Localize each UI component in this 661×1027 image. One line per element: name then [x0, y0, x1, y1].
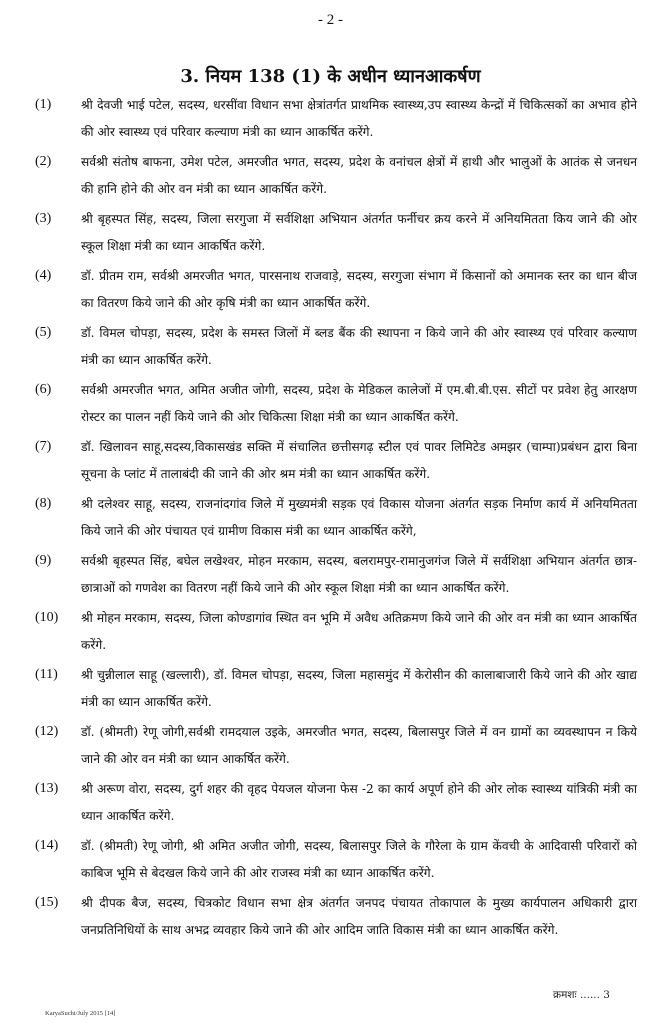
item-number: (11) [35, 667, 58, 682]
item-text: डॉ. प्रीतम राम, सर्वश्री अमरजीत भगत, पारसनाथ राजवाड़े, सदस्य, सरगुजा संभाग में किसानों को अमानक स्तर का धान बीज का वितरण किये जाने की ओर कृषि मंत्री का ध्यान आकर्षित करेंगे. [81, 269, 637, 310]
item-number: (3) [35, 211, 52, 226]
item-text: सर्वश्री बृहस्पत सिंह, बघेल लखेश्वर, मोहन मरकाम, सदस्य, बलरामपुर-रामानुजगंज जिले में सर्वशिक्षा अभियान अंतर्गत छात्र-छात्राओं को गणवेश का वितरण नहीं किये जाने की ओर स्कूल शिक्षा मंत्री का ध्यान आकर्षित करेंगे. [81, 554, 637, 595]
item-number: (13) [35, 781, 59, 796]
list-item [0, 548, 661, 601]
list-item [0, 434, 661, 487]
item-text: श्री दीपक बैज, सदस्य, चित्रकोट विधान सभा क्षेत्र अंतर्गत जनपद पंचायत तोकापाल के मुख्य कार्यपालन अधिकारी द्वारा जनप्रतिनिधियों के साथ अभद्र व्यवहार किये जाने की ओर आदिम जाति विकास मंत्री का ध्यान आकर्षित करेंगे. [81, 896, 637, 937]
item-text: श्री बृहस्पत सिंह, सदस्य, जिला सरगुजा में सर्वशिक्षा अभियान अंतर्गत फर्नीचर क्रय करने में अनियमितता किय जाने की ओर स्कूल शिक्षा मंत्री का ध्यान आकर्षित करेंगे. [81, 212, 637, 253]
item-text: श्री दलेश्वर साहू, सदस्य, राजनांदगांव जिले में मुख्यमंत्री सड़क एवं विकास योजना अंतर्गत सड़क निर्माण कार्य में अनियमितता किये जाने की ओर पंचायत एवं ग्रामीण विकास मंत्री का ध्यान आकर्षित करेंगे, [81, 497, 637, 538]
item-number: (7) [35, 439, 52, 454]
item-text: सर्वश्री संतोष बाफना, उमेश पटेल, अमरजीत भगत, सदस्य, प्रदेश के वनांचल क्षेत्रों में हाथी और भालुओं के आतंक से जनधन की हानि होने की ओर वन मंत्री का ध्यान आकर्षित करेंगे. [81, 155, 637, 196]
list-item [0, 833, 661, 886]
item-text: डॉ. खिलावन साहू,सदस्य,विकासखंड सक्ति में संचालित छत्तीसगढ़ स्टील एवं पावर लिमिटेड अमझर (चाम्पा)प्रबंधन द्वारा बिना सूचना के प्लांट में तालाबंदी की जाने की ओर श्रम मंत्री का ध्यान आकर्षित करेंगे. [81, 440, 637, 481]
item-text: सर्वश्री अमरजीत भगत, अमित अजीत जोगी, सदस्य, प्रदेश के मेडिकल कालेजों में एम.बी.बी.एस. सीटों पर प्रवेश हेतु आरक्षण रोस्टर का पालन नहीं किये जाने की ओर चिकित्सा शिक्षा मंत्री का ध्यान आकर्षित करेंगे. [81, 383, 637, 424]
list-item [0, 149, 661, 202]
list-item [0, 491, 661, 544]
item-number: (4) [35, 268, 52, 283]
list-item [0, 662, 661, 715]
item-number: (2) [35, 154, 52, 169]
footer-reference: KaryaSuchi/July 2015 [14] [45, 1010, 116, 1017]
list-item [0, 377, 661, 430]
item-text: श्री चुन्नीलाल साहू (खल्लारी), डॉ. विमल चोपड़ा, सदस्य, जिला महासमुंद में केरोसीन की कालाबाजारी किये जाने की ओर खाद्य मंत्री का ध्यान आकर्षित करेंगे. [81, 668, 637, 709]
item-text: डॉ. (श्रीमती) रेणू जोगी, श्री अमित अजीत जोगी, सदस्य, बिलासपुर जिले के गौरेला के ग्राम केंवची के आदिवासी परिवारों को काबिज भूमि से बेदखल किये जाने की ओर राजस्व मंत्री का ध्यान आकर्षित करेंगे. [81, 839, 637, 880]
item-text: श्री अरूण वोरा, सदस्य, दुर्ग शहर की वृहद पेयजल योजना फेस -2 का कार्य अपूर्ण होने की ओर लोक स्वास्थ्य यांत्रिकी मंत्री का ध्यान आकर्षित करेंगे. [81, 782, 637, 823]
page-number: - 2 - [318, 12, 343, 28]
attention-motion-list [0, 92, 661, 947]
item-text: डॉ. (श्रीमती) रेणू जोगी,सर्वश्री रामदयाल उइके, अमरजीत भगत, सदस्य, बिलासपुर जिले में वन ग्रामों का व्यवस्थापन न किये जाने की ओर वन मंत्री का ध्यान आकर्षित करेंगे. [81, 725, 637, 766]
section-title: 3. नियम 138 (1) के अधीन ध्यानआकर्षण [180, 66, 481, 87]
item-number: (5) [35, 325, 52, 340]
item-number: (12) [35, 724, 59, 739]
list-item [0, 890, 661, 943]
list-item [0, 92, 661, 145]
item-text: श्री देवजी भाई पटेल, सदस्य, धरसींवा विधान सभा क्षेत्रांतर्गत प्राथमिक स्वास्थ्य,उप स्वास्थ्य केन्द्रों में चिकित्सकों का अभाव होने की ओर स्वास्थ्य एवं परिवार कल्याण मंत्री का ध्यान आकर्षित करेंगे. [81, 98, 637, 139]
item-number: (15) [35, 895, 59, 910]
item-number: (14) [35, 838, 59, 853]
list-item [0, 719, 661, 772]
continued-label: क्रमशः ...... 3 [553, 989, 610, 1001]
item-number: (8) [35, 496, 52, 511]
item-number: (6) [35, 382, 52, 397]
item-text: डॉ. विमल चोपड़ा, सदस्य, प्रदेश के समस्त जिलों में ब्लड बैंक की स्थापना न किये जाने की ओर स्वास्थ्य एवं परिवार कल्याण मंत्री का ध्यान आकर्षित करेंगे. [81, 326, 637, 367]
list-item [0, 320, 661, 373]
item-number: (1) [35, 97, 52, 112]
list-item [0, 263, 661, 316]
item-number: (9) [35, 553, 52, 568]
item-number: (10) [35, 610, 59, 625]
list-item [0, 605, 661, 658]
list-item [0, 206, 661, 259]
item-text: श्री मोहन मरकाम, सदस्य, जिला कोण्डागांव स्थित वन भूमि में अवैध अतिक्रमण किये जाने की ओर वन मंत्री का ध्यान आकर्षित करेंगे. [81, 611, 637, 652]
list-item [0, 776, 661, 829]
